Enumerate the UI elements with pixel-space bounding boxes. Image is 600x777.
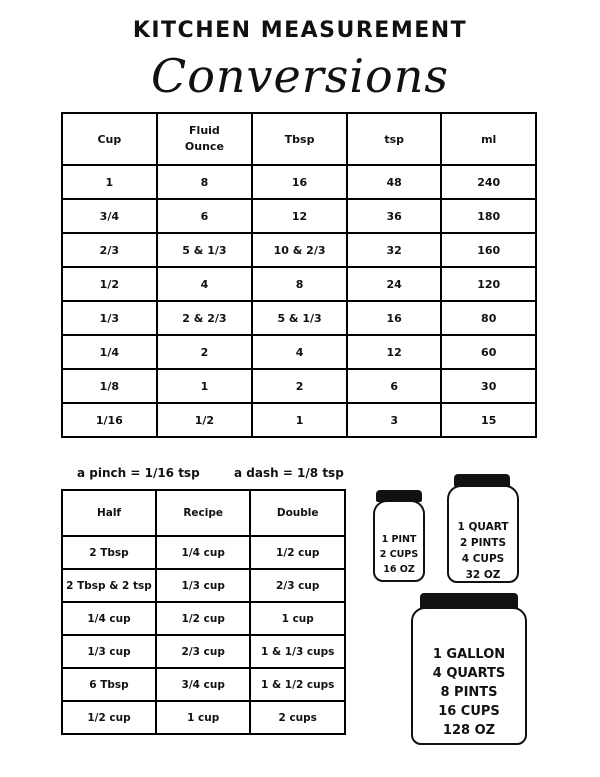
pint-jar-label [375, 532, 423, 577]
cell: 8 [252, 267, 347, 301]
header-half: Half [62, 490, 156, 536]
pinch-note: a pinch = 1/16 tsp [77, 466, 200, 480]
cell: 1 & 1/2 cups [250, 668, 345, 701]
jar-line: 1 QUART [457, 521, 509, 533]
cell: 1/2 cup [62, 701, 156, 734]
cell: 6 [157, 199, 252, 233]
table-row [62, 536, 345, 569]
header-double: Double [250, 490, 345, 536]
header-ml: ml [441, 113, 536, 165]
cell: 2 [252, 369, 347, 403]
jar-line: 1 GALLON [432, 647, 506, 662]
cell: 8 [157, 165, 252, 199]
cell: 60 [441, 335, 536, 369]
cell: 1/3 cup [62, 635, 156, 668]
conversion-table [61, 112, 537, 438]
jar-line: 128 OZ [442, 723, 496, 738]
cell: 1 cup [250, 602, 345, 635]
cell: 48 [347, 165, 441, 199]
jar-line: 4 QUARTS [432, 666, 506, 681]
table-row [62, 701, 345, 734]
cell: 2/3 cup [156, 635, 250, 668]
pint-jar [373, 490, 425, 582]
table-row [62, 602, 345, 635]
cell: 160 [441, 233, 536, 267]
header-cup: Cup [62, 113, 157, 165]
jar-body [373, 500, 425, 582]
cell: 180 [441, 199, 536, 233]
cell: 2 cups [250, 701, 345, 734]
cell: 2 & 2/3 [157, 301, 252, 335]
table-row [62, 403, 536, 437]
header-recipe: Recipe [156, 490, 250, 536]
table-header-row [62, 113, 536, 165]
cell: 3/4 cup [156, 668, 250, 701]
cell: 6 [347, 369, 441, 403]
cell: 1 cup [156, 701, 250, 734]
recipe-scaling-table [61, 489, 346, 735]
cell: 12 [347, 335, 441, 369]
cell: 1/2 cup [250, 536, 345, 569]
jar-line: 4 CUPS [461, 553, 505, 565]
cell: 4 [252, 335, 347, 369]
jar-line: 1 PINT [381, 534, 417, 545]
cell: 36 [347, 199, 441, 233]
cell: 2 [157, 335, 252, 369]
cell: 24 [347, 267, 441, 301]
cell: 1/2 [157, 403, 252, 437]
cell: 1 [157, 369, 252, 403]
cell: 5 & 1/3 [157, 233, 252, 267]
table-row [62, 635, 345, 668]
cell: 2/3 cup [250, 569, 345, 602]
cell: 3/4 [62, 199, 157, 233]
cell: 1/8 [62, 369, 157, 403]
cell: 120 [441, 267, 536, 301]
header-tsp: tsp [347, 113, 441, 165]
cell: 1/4 cup [156, 536, 250, 569]
cell: 3 [347, 403, 441, 437]
quart-jar [447, 474, 519, 582]
jar-line: 2 CUPS [379, 549, 419, 560]
cell: 15 [441, 403, 536, 437]
table-row [62, 301, 536, 335]
cell: 2 Tbsp & 2 tsp [62, 569, 156, 602]
page-subtitle: Conversions [151, 49, 449, 103]
cell: 16 [347, 301, 441, 335]
jar-body [411, 607, 527, 745]
table-row [62, 233, 536, 267]
cell: 2/3 [62, 233, 157, 267]
page-title: KITCHEN MEASUREMENT [132, 18, 468, 43]
cell: 1/3 cup [156, 569, 250, 602]
jar-line: 2 PINTS [459, 537, 507, 549]
cell: 10 & 2/3 [252, 233, 347, 267]
cell: 12 [252, 199, 347, 233]
table-row [62, 335, 536, 369]
cell: 1/2 [62, 267, 157, 301]
table-row [62, 165, 536, 199]
quart-jar-label [449, 519, 517, 583]
cell: 2 Tbsp [62, 536, 156, 569]
cell: 240 [441, 165, 536, 199]
table-row [62, 199, 536, 233]
jar-body [447, 485, 519, 583]
cell: 1/4 cup [62, 602, 156, 635]
header-fluid-ounce [157, 113, 252, 165]
cell: 1/4 [62, 335, 157, 369]
cell: 1 [62, 165, 157, 199]
header-fluid-ounce-text: Fluid Ounce [184, 124, 224, 153]
jar-line: 16 OZ [383, 564, 415, 575]
gallon-jar-label [413, 645, 525, 740]
jar-line: 8 PINTS [440, 685, 498, 700]
cell: 5 & 1/3 [252, 301, 347, 335]
jar-line: 16 CUPS [438, 704, 500, 719]
cell: 6 Tbsp [62, 668, 156, 701]
cell: 1/3 [62, 301, 157, 335]
cell: 4 [157, 267, 252, 301]
cell: 16 [252, 165, 347, 199]
gallon-jar [411, 593, 527, 745]
header-tbsp: Tbsp [252, 113, 347, 165]
dash-note: a dash = 1/8 tsp [234, 466, 344, 480]
cell: 32 [347, 233, 441, 267]
table-row [62, 569, 345, 602]
jar-line: 32 OZ [465, 569, 501, 581]
table-header-row [62, 490, 345, 536]
cell: 80 [441, 301, 536, 335]
cell: 1 & 1/3 cups [250, 635, 345, 668]
table-row [62, 369, 536, 403]
cell: 1/2 cup [156, 602, 250, 635]
cell: 1 [252, 403, 347, 437]
table-row [62, 668, 345, 701]
table-row [62, 267, 536, 301]
cell: 1/16 [62, 403, 157, 437]
cell: 30 [441, 369, 536, 403]
